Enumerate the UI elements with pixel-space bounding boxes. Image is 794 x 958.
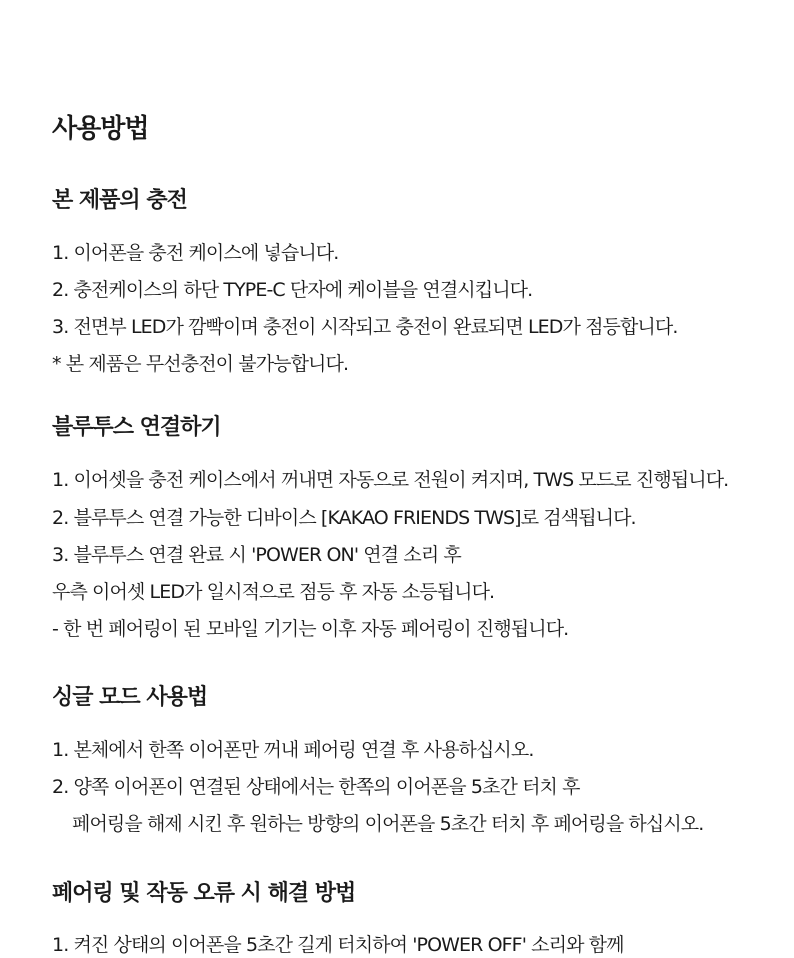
bluetooth-note: - 한 번 페어링이 된 모바일 기기는 이후 자동 페어링이 진행됩니다. <box>52 618 569 640</box>
troubleshooting-step-1: 1. 켜진 상태의 이어폰을 5초간 길게 터치하여 'POWER OFF' 소리와 함께 <box>52 934 624 956</box>
single-mode-step-1: 1. 본체에서 한쪽 이어폰만 꺼내 페어링 연결 후 사용하십시오. <box>52 739 534 761</box>
single-mode-step-2-continued: 페어링을 해제 시킨 후 원하는 방향의 이어폰을 5초간 터치 후 페어링을 하십시오. <box>72 813 704 835</box>
bluetooth-step-2: 2. 블루투스 연결 가능한 디바이스 [KAKAO FRIENDS TWS]로 검색됩니다. <box>52 507 636 529</box>
bluetooth-step-1: 1. 이어셋을 충전 케이스에서 꺼내면 자동으로 전원이 켜지며, TWS 모드로 진행됩니다. <box>52 469 729 491</box>
charging-step-1: 1. 이어폰을 충전 케이스에 넣습니다. <box>52 242 339 264</box>
page-title: 사용방법 <box>52 114 149 144</box>
section-heading-charging: 본 제품의 충전 <box>52 188 187 213</box>
charging-note: * 본 제품은 무선충전이 불가능합니다. <box>52 353 349 375</box>
bluetooth-step-3-continued: 우측 이어셋 LED가 일시적으로 점등 후 자동 소등됩니다. <box>52 581 495 603</box>
charging-step-2: 2. 충전케이스의 하단 TYPE-C 단자에 케이블을 연결시킵니다. <box>52 279 533 301</box>
section-heading-single-mode: 싱글 모드 사용법 <box>52 685 208 710</box>
section-heading-bluetooth: 블루투스 연결하기 <box>52 415 221 440</box>
charging-step-3: 3. 전면부 LED가 깜빡이며 충전이 시작되고 충전이 완료되면 LED가 점등합니다. <box>52 316 678 338</box>
bluetooth-step-3: 3. 블루투스 연결 완료 시 'POWER ON' 연결 소리 후 <box>52 544 461 566</box>
single-mode-step-2: 2. 양쪽 이어폰이 연결된 상태에서는 한쪽의 이어폰을 5초간 터치 후 <box>52 776 580 798</box>
section-heading-troubleshooting: 페어링 및 작동 오류 시 해결 방법 <box>52 881 356 906</box>
